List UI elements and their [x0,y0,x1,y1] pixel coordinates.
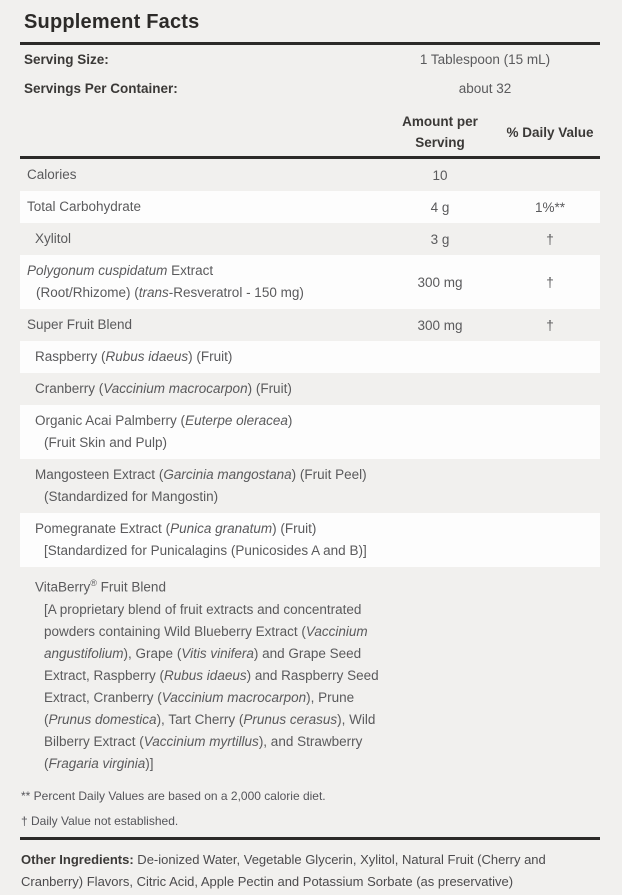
panel-title: Supplement Facts [24,11,200,33]
daily-value-header: % Daily Value [506,124,594,140]
ingredient-name-line: Total Carbohydrate [27,199,142,214]
ingredient-amount: 4 g [430,199,450,215]
ingredient-name-line: (Prunus domestica), Tart Cherry (Prunus cerasus), Wild [44,711,376,727]
serving-size-row [20,45,600,74]
ingredient-amount: 300 mg [417,317,463,333]
ingredient-name [20,378,380,400]
ingredient-name-line: Pomegranate Extract (Punica granatum) (Fruit) [35,521,317,536]
ingredient-name [20,346,380,368]
ingredient-name [20,164,380,186]
footnote-daily-values: ** Percent Daily Values are based on a 2,000 calorie diet. [21,788,326,803]
footnotes [20,789,600,828]
table-row [20,223,600,255]
ingredient-name [20,464,380,508]
ingredient-daily-value: 1%** [534,199,566,215]
ingredient-name [20,410,380,454]
ingredient-name-line: VitaBerry® Fruit Blend [35,578,166,595]
nutrient-table [20,159,600,780]
ingredient-name-line: (Standardized for Mangostin) [44,489,219,504]
ingredient-amount: 3 g [430,231,450,247]
ingredient-name-line: Extract, Cranberry (Vaccinium macrocarpon), Prune [44,689,355,705]
ingredient-name-line: (Root/Rhizome) (trans-Resveratrol - 150 mg) [36,285,304,300]
table-row [20,255,600,309]
table-row [20,567,600,780]
other-ingredients-label: Other Ingredients: [21,851,134,867]
servings-per-container-label: Servings Per Container: [24,81,178,96]
ingredient-name-line: Organic Acai Palmberry (Euterpe oleracea) [35,413,293,428]
ingredient-name [20,260,380,304]
servings-per-container-value: about 32 [458,81,512,96]
ingredient-name-line: Mangosteen Extract (Garcinia mangostana) (Fruit Peel) [35,467,367,482]
ingredient-name-line: Calories [27,167,77,182]
table-row [20,405,600,459]
ingredient-name [20,572,380,775]
other-ingredients-text: De-ionized Water, Vegetable Glycerin, Xylitol, Natural Fruit (Cherry and Cranberry) Flavors, Citric Acid, Apple Pectin and Potassium Sorbate (as preservative) [21,851,546,889]
ingredient-name-line: powders containing Wild Blueberry Extract (Vaccinium [44,623,368,639]
ingredient-name-line: Raspberry (Rubus idaeus) (Fruit) [35,349,233,364]
ingredient-name-line: (Fruit Skin and Pulp) [44,435,168,450]
table-row [20,159,600,191]
ingredient-name [20,196,380,218]
ingredient-amount: 10 [432,167,448,183]
serving-size-value: 1 Tablespoon (15 mL) [419,52,551,67]
ingredient-name [20,518,380,562]
ingredient-name-line: angustifolium), Grape (Vitis vinifera) and Grape Seed [44,645,362,661]
ingredient-name-line: Super Fruit Blend [27,317,133,332]
ingredient-name-line: Xylitol [35,231,72,246]
other-ingredients [20,849,600,893]
ingredient-name-line: Bilberry Extract (Vaccinium myrtillus), and Strawberry [44,733,363,749]
table-row [20,341,600,373]
amount-per-serving-header: Amount per Serving [402,114,478,150]
ingredient-daily-value: † [546,317,554,333]
ingredient-name [20,228,380,250]
ingredient-amount: 300 mg [417,274,463,290]
ingredient-name-line: (Fragaria virginia)] [44,755,154,771]
ingredient-name [20,314,380,336]
servings-per-container-row [20,74,600,103]
column-headers [20,108,600,156]
table-row [20,309,600,341]
ingredient-name-line: Cranberry (Vaccinium macrocarpon) (Fruit) [35,381,292,396]
ingredient-name-line: [Standardized for Punicalagins (Punicosides A and B)] [44,543,367,558]
ingredient-name-line: [A proprietary blend of fruit extracts and concentrated [44,601,362,617]
ingredient-name-line: Extract, Raspberry (Rubus idaeus) and Raspberry Seed [44,667,379,683]
footnote-dv-not-established: † Daily Value not established. [21,813,179,828]
table-row [20,191,600,223]
table-row [20,459,600,513]
ingredient-name-line: Polygonum cuspidatum Extract [27,263,214,278]
ingredient-daily-value: † [546,231,554,247]
divider-thick-bottom [20,837,600,840]
ingredient-daily-value: † [546,274,554,290]
table-row [20,513,600,567]
table-row [20,373,600,405]
serving-size-label: Serving Size: [24,52,109,67]
